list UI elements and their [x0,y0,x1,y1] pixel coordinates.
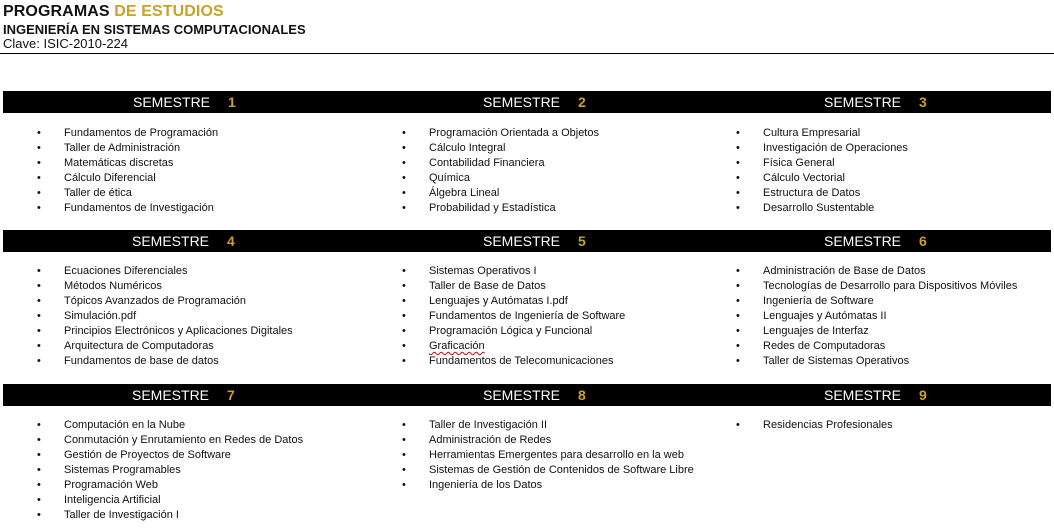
program-name: INGENIERÍA EN SISTEMAS COMPUTACIONALES [3,22,306,37]
semester-6-subjects [736,264,1017,369]
subject-item: • Métodos Numéricos [37,279,293,294]
subject-item: • Sistemas Programables [37,463,303,478]
subject-item: • Lenguajes de Interfaz [736,324,1017,339]
semester-label: SEMESTRE [824,233,902,249]
subject-item: • Matemáticas discretas [37,156,218,171]
semester-number: 1 [228,94,236,110]
semester-8-subjects [402,418,694,493]
subject-item: • Administración de Redes [402,433,694,448]
semester-label: SEMESTRE [483,94,561,110]
subject-item: • Cultura Empresarial [736,126,908,141]
semester-label: SEMESTRE [824,94,902,110]
title-part-1: PROGRAMAS [3,3,110,20]
subject-item: • Ingeniería de Software [736,294,1017,309]
subject-item: • Cálculo Integral [402,141,599,156]
semester-header-7 [132,384,235,406]
subject-item: • Taller de Administración [37,141,218,156]
subject-item: • Fundamentos de Programación [37,126,218,141]
semester-3-subjects [736,126,908,216]
subject-item: • Taller de ética [37,186,218,201]
subject-item: • Programación Orientada a Objetos [402,126,599,141]
semester-header-5 [483,230,586,252]
subject-text: Graficación [429,340,485,352]
semester-label: SEMESTRE [483,233,561,249]
semester-header-1 [133,91,236,113]
program-key: Clave: ISIC-2010-224 [3,36,129,51]
subject-item: • Herramientas Emergentes para desarrollo en la web [402,448,694,463]
semester-7-subjects [37,418,303,523]
title-part-2: DE ESTUDIOS [114,3,224,20]
subject-item: • Taller de Investigación I [37,508,303,523]
subject-item: • Sistemas Operativos I [402,264,625,279]
subject-item: • Ecuaciones Diferenciales [37,264,293,279]
semester-header-4 [132,230,235,252]
subject-item: • Fundamentos de Investigación [37,201,218,216]
semester-label: SEMESTRE [132,387,210,403]
semester-label: SEMESTRE [824,387,902,403]
subject-item: • Fundamentos de Telecomunicaciones [402,354,625,369]
subject-item: • Ingeniería de los Datos [402,478,694,493]
subject-item: • Sistemas de Gestión de Contenidos de Software Libre [402,463,694,478]
subject-item: • Computación en la Nube [37,418,303,433]
subject-item: • Tecnologías de Desarrollo para Dispositivos Móviles [736,279,1017,294]
subject-item: • Cálculo Vectorial [736,171,908,186]
semester-1-subjects [37,126,218,216]
subject-item: • Investigación de Operaciones [736,141,908,156]
subject-item: • Programación Web [37,478,303,493]
subject-item: • Residencias Profesionales [736,418,893,433]
subject-item: • Taller de Investigación II [402,418,694,433]
subject-item: • Programación Lógica y Funcional [402,324,625,339]
semester-number: 3 [919,94,927,110]
subject-item: • Arquitectura de Computadoras [37,339,293,354]
semester-number: 6 [919,233,927,249]
subject-item [402,339,625,354]
header-divider [0,53,1054,54]
semester-header-3 [824,91,927,113]
subject-item: • Probabilidad y Estadística [402,201,599,216]
subject-item: • Física General [736,156,908,171]
subject-item: • Taller de Sistemas Operativos [736,354,1017,369]
subject-item: • Fundamentos de Ingeniería de Software [402,309,625,324]
semester-number: 4 [227,233,235,249]
subject-item: • Contabilidad Financiera [402,156,599,171]
subject-item: • Taller de Base de Datos [402,279,625,294]
semester-9-subjects [736,418,893,433]
subject-item: • Fundamentos de base de datos [37,354,293,369]
semester-number: 5 [578,233,586,249]
semester-band-row-3 [3,384,1051,406]
semester-number: 7 [227,387,235,403]
subject-item: • Administración de Base de Datos [736,264,1017,279]
semester-label: SEMESTRE [133,94,211,110]
subject-item: • Estructura de Datos [736,186,908,201]
semester-4-subjects [37,264,293,369]
subject-item: • Química [402,171,599,186]
semester-band-row-2 [3,230,1051,252]
subject-item: • Gestión de Proyectos de Software [37,448,303,463]
semester-header-2 [483,91,586,113]
semester-header-8 [483,384,586,406]
subject-item: • Lenguajes y Autómatas I.pdf [402,294,625,309]
subject-item: • Cálculo Diferencial [37,171,218,186]
semester-number: 8 [578,387,586,403]
semester-number: 2 [578,94,586,110]
subject-item: • Inteligencia Artificial [37,493,303,508]
semester-number: 9 [919,387,927,403]
semester-2-subjects [402,126,599,216]
semester-5-subjects [402,264,625,369]
subject-item: • Desarrollo Sustentable [736,201,908,216]
semester-label: SEMESTRE [132,233,210,249]
semester-header-9 [824,384,927,406]
semester-band-row-1 [3,91,1051,113]
subject-item: • Tópicos Avanzados de Programación [37,294,293,309]
semester-header-6 [824,230,927,252]
semester-label: SEMESTRE [483,387,561,403]
subject-item: • Álgebra Lineal [402,186,599,201]
subject-item: • Principios Electrónicos y Aplicaciones Digitales [37,324,293,339]
subject-item: • Lenguajes y Autómatas II [736,309,1017,324]
subject-item: • Simulación.pdf [37,309,293,324]
subject-item: • Conmutación y Enrutamiento en Redes de Datos [37,433,303,448]
subject-item: • Redes de Computadoras [736,339,1017,354]
page-title [3,2,1054,21]
document-header [3,2,1054,51]
